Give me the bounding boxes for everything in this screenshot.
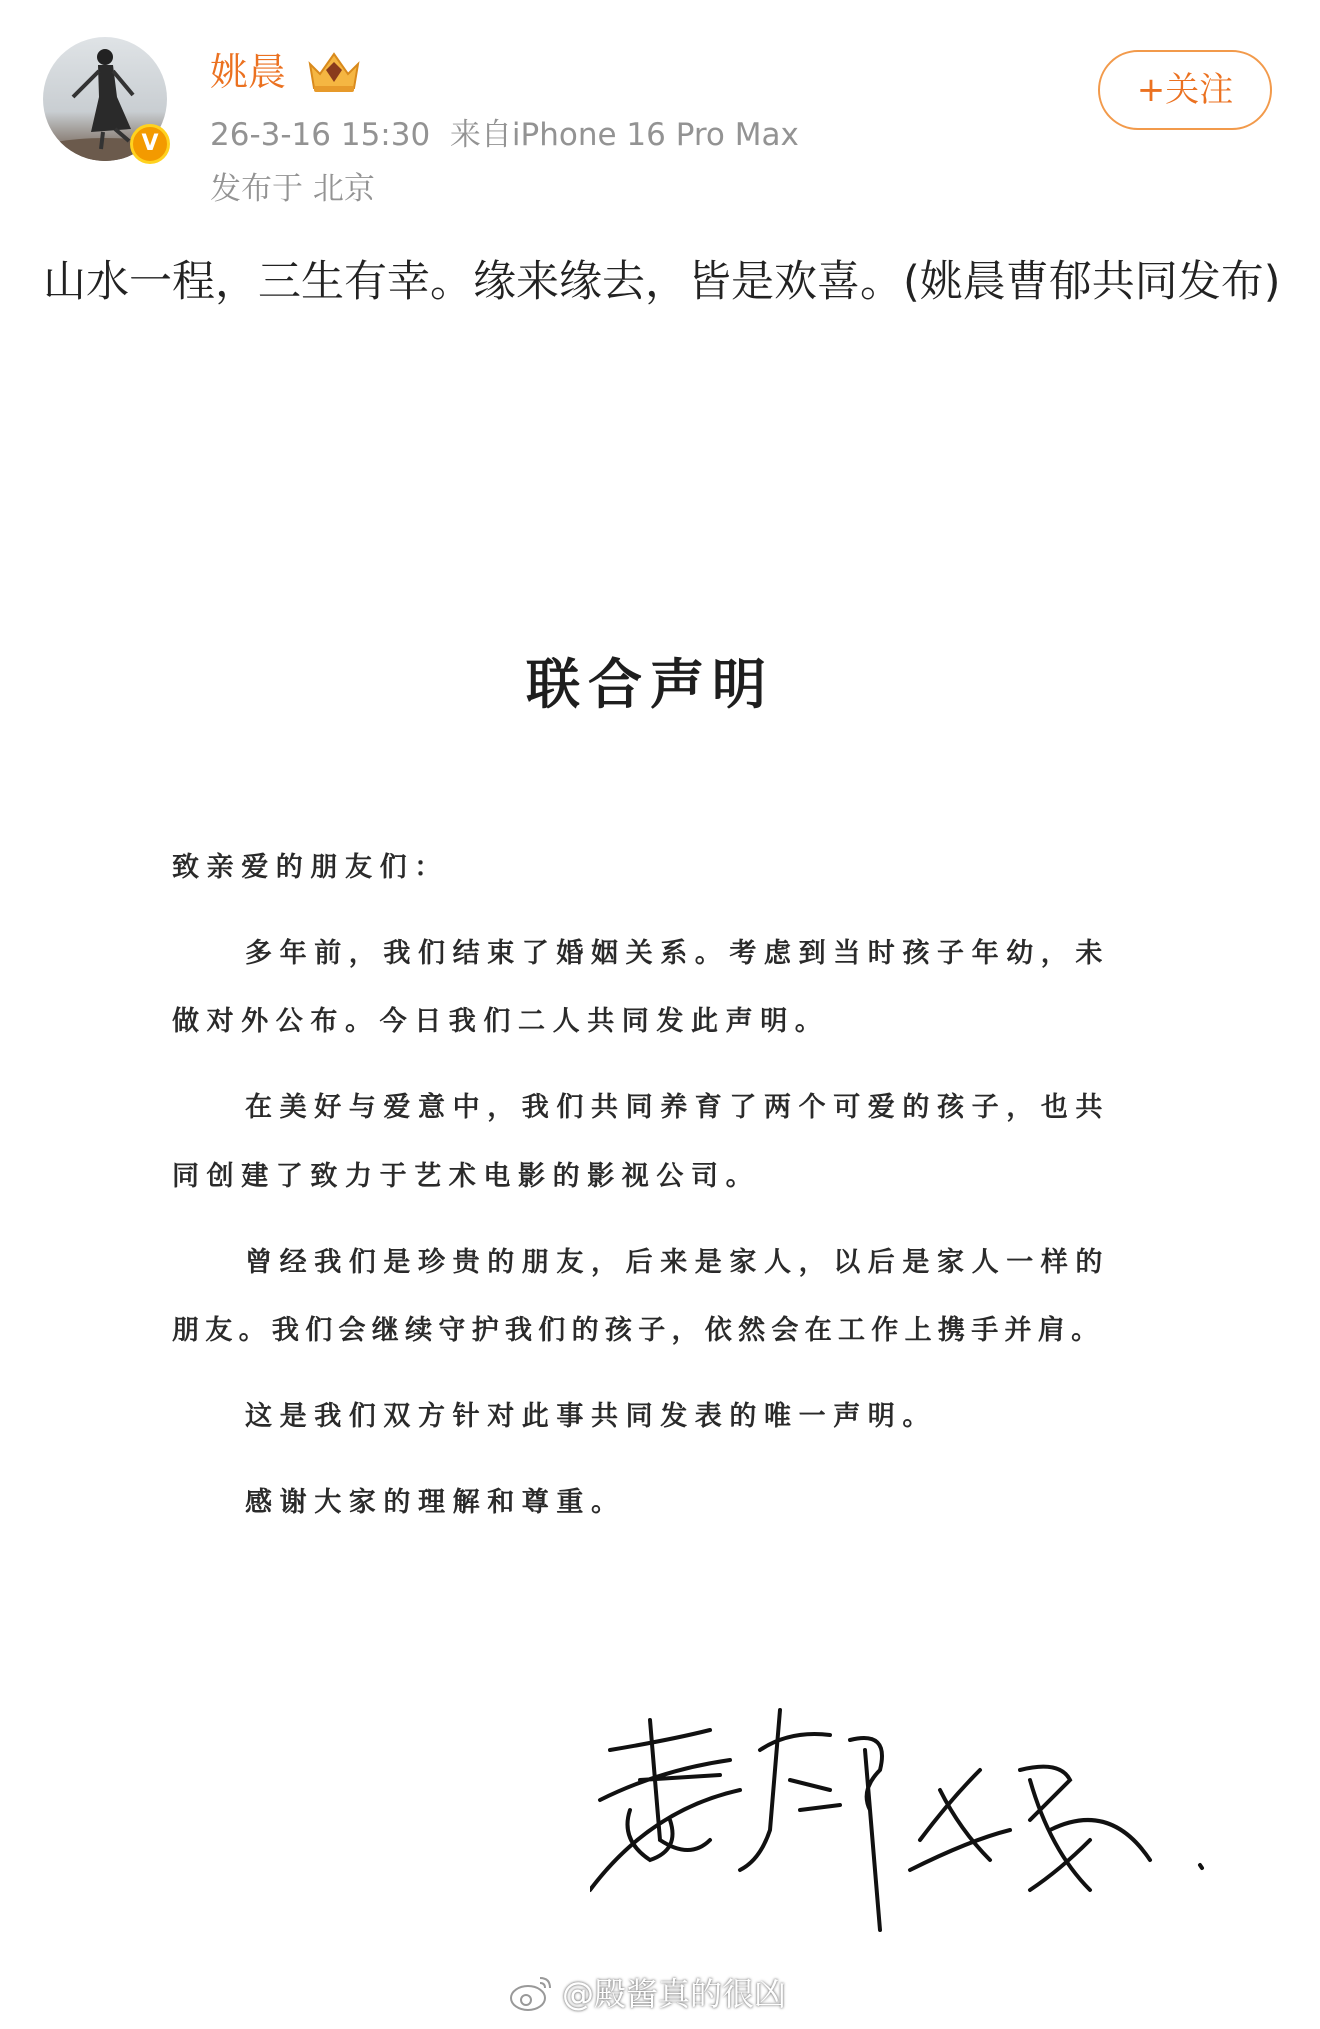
- user-name[interactable]: 姚晨: [210, 50, 287, 94]
- handwritten-signature: [590, 1690, 1230, 1950]
- post-meta: [210, 115, 799, 155]
- timestamp: 26-3-16 15:30: [210, 117, 431, 153]
- document-title: 联合声明: [526, 652, 774, 716]
- document-line: 这是我们双方针对此事共同发表的唯一声明。: [245, 1401, 937, 1432]
- weibo-logo-icon: [508, 1972, 556, 2012]
- post-text: 山水一程，三生有幸。缘来缘去，皆是欢喜。(姚晨曹郁共同发布): [43, 257, 1281, 307]
- document-line: 曾经我们是珍贵的朋友，后来是家人，以后是家人一样的: [245, 1247, 1110, 1278]
- document-line: 多年前，我们结束了婚姻关系。考虑到当时孩子年幼，未: [245, 938, 1110, 969]
- document-line: 感谢大家的理解和尊重。: [245, 1487, 626, 1518]
- follow-button[interactable]: +关注: [1098, 50, 1272, 130]
- document-line: 在美好与爱意中，我们共同养育了两个可爱的孩子，也共: [245, 1092, 1110, 1123]
- watermark-text: @殿酱真的很凶: [562, 1975, 787, 2013]
- verified-badge-icon: V: [130, 124, 170, 164]
- document-line: 朋友。我们会继续守护我们的孩子，依然会在工作上携手并肩。: [172, 1315, 1105, 1346]
- post-location: 发布于 北京: [210, 171, 375, 207]
- crown-badge-icon: [306, 50, 362, 94]
- watermark: [508, 1970, 786, 2014]
- document-line: 同创建了致力于艺术电影的影视公司。: [172, 1161, 761, 1192]
- salutation: 致亲爱的朋友们：: [172, 852, 449, 883]
- post-source: 来自iPhone 16 Pro Max: [449, 117, 799, 153]
- document-line: 做对外公布。今日我们二人共同发此声明。: [172, 1006, 830, 1037]
